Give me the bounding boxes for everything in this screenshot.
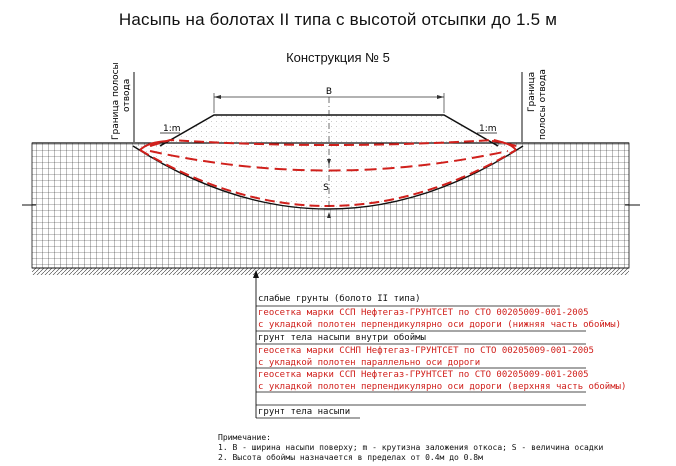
legend-geogrid-ssnp: геосетка марки ССНП Нефтегаз-ГРУНТСЕТ по СТО 00205009-001-2005 <box>258 346 594 356</box>
slope-right-label: 1:m <box>479 124 497 134</box>
boundary-right-text-2: полосы отвода <box>538 69 548 140</box>
boundary-left-text-1: Граница полосы <box>111 62 121 140</box>
legend-geogrid-ssp-2: геосетка марки ССП Нефтегаз-ГРУНТСЕТ по СТО 00205009-001-2005 <box>258 370 589 380</box>
legend-geogrid-ssnp-note: с укладкой полотен параллельно оси дороги <box>258 358 481 368</box>
settlement-label: S <box>323 183 329 193</box>
boundary-right-text-1: Граница <box>527 71 537 112</box>
legend-fill: грунт тела насыпи <box>258 407 351 417</box>
slope-left-label: 1:m <box>163 124 181 134</box>
construction-number: Конструкция № 5 <box>286 50 390 65</box>
width-label: B <box>325 87 333 97</box>
boundary-left-text-2: отвода <box>122 78 132 112</box>
legend-geogrid-ssp-1: геосетка марки ССП Нефтегаз-ГРУНТСЕТ по СТО 00205009-001-2005 <box>258 308 589 318</box>
note-1: 1. B - ширина насыпи поверху; m - крутизна заложения откоса; S - величина осадки <box>218 443 604 452</box>
legend-fill-inside: грунт тела насыпи внутри обоймы <box>258 333 426 343</box>
legend-soft-soil: слабые грунты (болото II типа) <box>258 294 421 304</box>
notes-heading: Примечание: <box>218 433 271 442</box>
legend-geogrid-ssp-2-note: с укладкой полотен перпендикулярно оси дороги (верхняя часть обоймы) <box>258 382 627 392</box>
note-2: 2. Высота обоймы назначается в пределах от 0.4м до 0.8м <box>218 453 483 462</box>
notes <box>218 433 603 463</box>
base-hatch <box>32 268 629 275</box>
legend-geogrid-ssp-1-note: с укладкой полотен перпендикулярно оси дороги (нижняя часть обоймы) <box>258 320 622 330</box>
page-title: Насыпь на болотах II типа с высотой отсыпки до 1.5 м <box>118 10 558 29</box>
